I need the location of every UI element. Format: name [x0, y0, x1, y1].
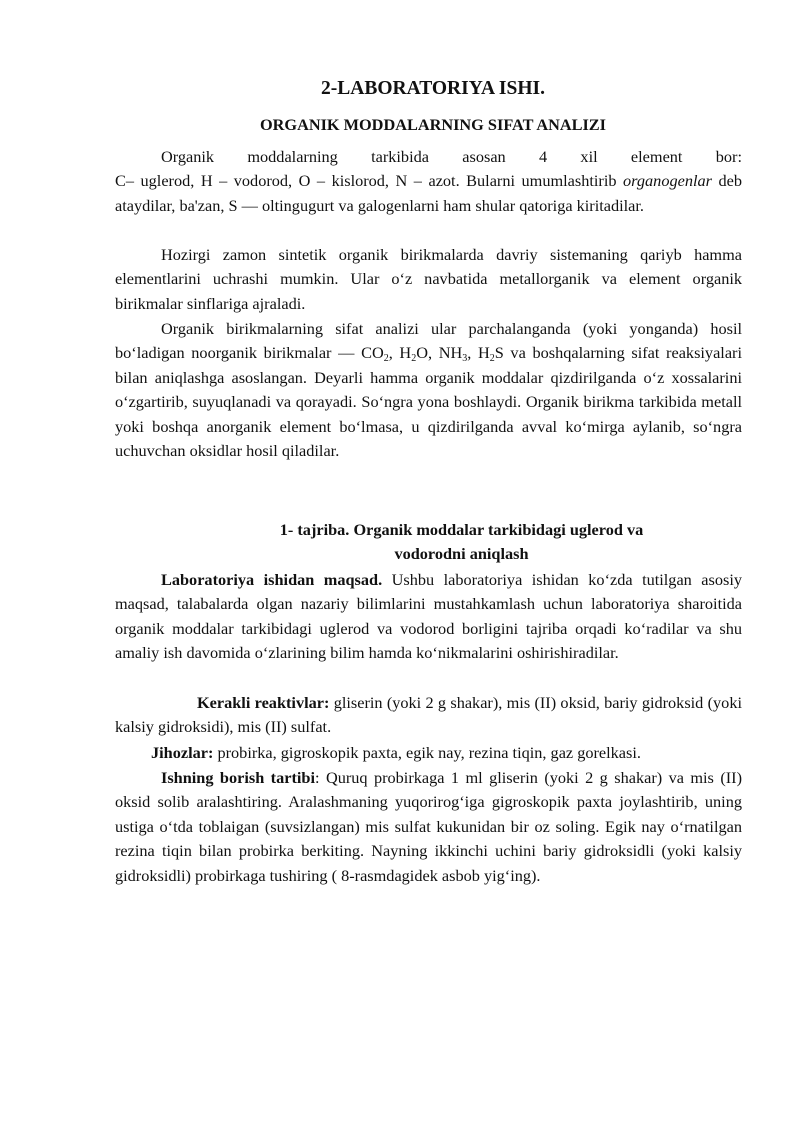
- page-subtitle: ORGANIK MODDALARNING SIFAT ANALIZI: [259, 115, 606, 134]
- procedure-label: Ishning borish tartibi: [161, 768, 315, 787]
- aim-body: Ushbu laboratoriya ishidan ko‘zda tutilgan asosiy maqsad, talabalarda olgan nazariy bilimlarini mustahkamlash uchun laboratoriya sharoitida organik moddalar tarkibidagi uglerod va vodorod borligini tajriba orqadi ko‘radilar va shu amaliy ish davomida o‘zlarining bilim hamda ko‘nikmalarini oshirishiradilar.: [115, 570, 742, 663]
- equipment-paragraph: [115, 741, 742, 765]
- section-heading-line-2: vodorodni aniqlash: [394, 544, 529, 564]
- aim-label: Laboratoriya ishidan maqsad.: [161, 570, 383, 589]
- reagents-text: [115, 691, 742, 740]
- p3-sub-co2: 2: [383, 353, 389, 365]
- intro-paragraph-3: [115, 317, 742, 463]
- p3-sub-h2s: 2: [489, 353, 495, 365]
- equipment-label: Jihozlar:: [151, 743, 214, 762]
- aim-paragraph: [115, 568, 742, 666]
- reagents-label: Kerakli reaktivlar:: [197, 693, 330, 712]
- p3-b: , H: [388, 343, 412, 363]
- p1-line-b: C– uglerod, H – vodorod, O – kislorod, N – azot. Bularni umumlashtirib: [115, 171, 617, 191]
- p3-sub-nh3: 3: [462, 353, 468, 365]
- p1-line-c: deb ataydilar, ba'zan, S — oltingugurt va galogenlarni ham shular qatoriga kiritadilar.: [115, 171, 743, 215]
- p3-c: O, NH: [416, 343, 463, 363]
- reagents-body: gliserin (yoki 2 g shakar), mis (II) oksid, bariy gidroksid (yoki kalsiy gidroksidi), mis (II) sulfat.: [115, 693, 742, 737]
- page-title: 2-LABORATORIYA ISHI.: [321, 78, 545, 99]
- p2-text: Hozirgi zamon sintetik organik birikmalarda davriy sistemaning qariyb hamma elementlarini uchrashi mumkin. Ular o‘z navbatida metallorganik va element organik birikmalar sinflariga ajraladi.: [115, 245, 742, 313]
- p1-italic-term: organogenlar: [623, 171, 712, 191]
- p1-rest: [115, 169, 742, 218]
- p3-sub-h2o: 2: [411, 353, 417, 365]
- section-heading-line-1: 1- tajriba. Organik moddalar tarkibidagi uglerod va: [279, 520, 644, 539]
- reagents-paragraph: [115, 691, 742, 740]
- p3-e: S va boshqalarning sifat reaksiyalari bilan aniqlashga asoslangan. Deyarli hamma organik moddalar qizdirilganda o‘z xossalarini o‘zgartirib, suyuqlanadi va qorayadi. So‘ngra yona boshlaydi. Organik birikma tarkibida metall yoki boshqa anorganik element bo‘lmasa, u qizdirilganda avval ko‘mirga aylanib, so‘ngra uchuvchan oksidlar hosil qiladilar.: [115, 343, 742, 461]
- intro-paragraph-1: [115, 145, 742, 218]
- p3-a: Organik birikmalarning sifat analizi ular parchalanganda (yoki yonganda) hosil bo‘ladigan noorganik birikmalar — CO: [115, 319, 742, 363]
- intro-paragraph-2: [115, 243, 742, 316]
- equipment-body: probirka, gigroskopik paxta, egik nay, rezina tiqin, gaz gorelkasi.: [213, 743, 641, 762]
- p3-text: [115, 317, 742, 463]
- equipment-text: [115, 741, 742, 765]
- p3-d: , H: [467, 343, 490, 363]
- section-heading: [115, 518, 742, 567]
- procedure-paragraph: [115, 766, 742, 888]
- procedure-text: [115, 766, 742, 888]
- aim-text: [115, 568, 742, 666]
- procedure-body: : Quruq probirkaga 1 ml gliserin (yoki 2 g shakar) va mis (II) oksid solib aralashtiring. Aralashmaning yuqorirog‘iga gigroskopik paxta joylashtirib, uning ustiga o‘tda toblaigan (suvsizlangan) mis sulfat kukunidan bir oz soling. Egik nay o‘rnatilgan rezina tiqin bilan probirka berkiting. Nayning ikkinchi uchini bariy gidroksidli (yoki kalsiy gidroksidli) probirkaga tushiring ( 8-rasmdagidek asbob yig‘ing).: [115, 768, 743, 885]
- p1-line-a: Organik moddalarning tarkibida asosan 4 xil element bor:: [161, 147, 742, 166]
